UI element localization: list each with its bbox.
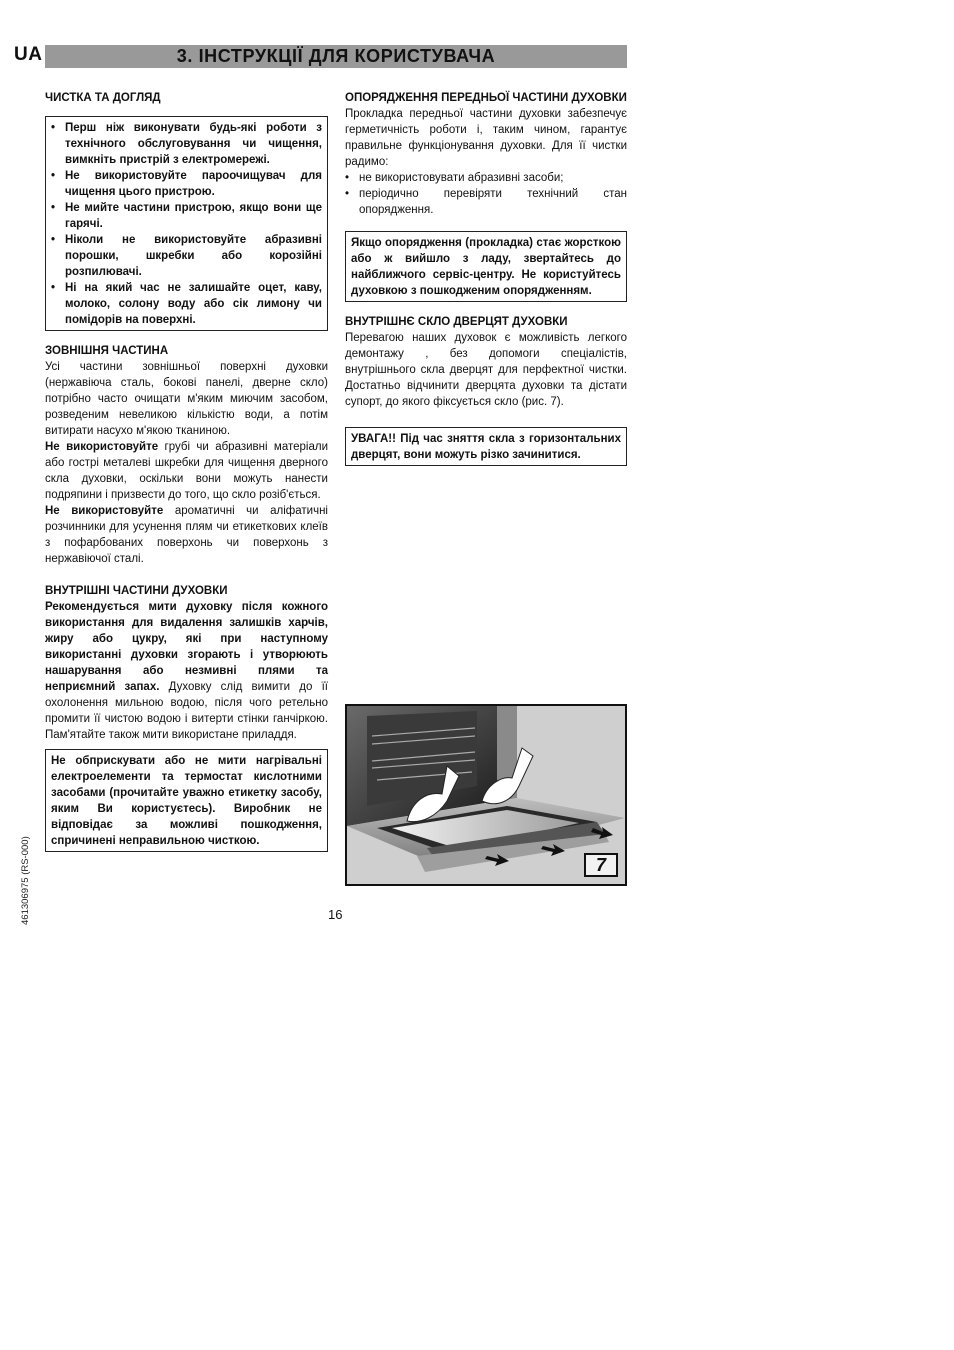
list-item: • не використовувати абразивні засоби;	[345, 170, 627, 186]
list-item: • Не використовуйте пароочищувач для чищення цього пристрою.	[51, 168, 322, 200]
emphasis-text: Рекомендується мити духовку після кожного використання для видалення залишків харчів, жиру або цукру, які при наступному використанні духовки згорають і утворюють нашарування або незмивні плями та неприємний запах.	[45, 601, 328, 693]
right-column	[345, 90, 627, 466]
list-item: • Перш ніж виконувати будь-які роботи з технічного обслуговування чи чищення, вимкніть пристрій з електромережі.	[51, 120, 322, 168]
glass-paragraph: Перевагою наших духовок є можливість легкого демонтажу , без допомоги спеціалістів, внутрішнього скла дверцят для перфектної чистки. Достатньо відчинити дверцята духовки та дістати супорт, до якого фіксується скло (рис. 7).	[345, 332, 627, 408]
seal-warning-box	[345, 231, 627, 302]
seal-intro: Прокладка передньої частини духовки забезпечує герметичність роботи і, таким чином, гарантує правильне функціонування духовки. Для її чистки радимо:	[345, 108, 627, 168]
page-number: 16	[328, 907, 343, 922]
glass-heading: ВНУТРІШНЄ СКЛО ДВЕРЦЯТ ДУХОВКИ	[345, 316, 568, 328]
list-item: • Не мийте частини пристрою, якщо вони ще гарячі.	[51, 200, 322, 232]
interior-paragraph	[45, 599, 328, 743]
interior-warning-box	[45, 749, 328, 852]
list-item: • Ніколи не використовуйте абразивні порошки, шкребки або корозійні розпилювачі.	[51, 232, 322, 280]
page-title: 3. ІНСТРУКЦІЇ ДЛЯ КОРИСТУВАЧА	[176, 46, 496, 66]
seal-warning-text: Якщо опорядження (прокладка) стає жорсткою або ж вийшло з ладу, звертайтесь до найближчого сервіс-центру. Не користуйтесь духовкою з пошкодженим опорядженням.	[351, 237, 621, 297]
care-heading: ЧИСТКА ТА ДОГЛЯД	[45, 92, 161, 104]
list-item: • періодично перевіряти технічний стан опорядження.	[345, 186, 627, 218]
exterior-paragraph-1: Усі частини зовнішньої поверхні духовки (нержавіюча сталь, бокові панелі, дверне скло) потрібно часто очищати м'яким миючим засобом, розведеним невеликою кількістю води, а потім витирати насухо м'якою тканиною.	[45, 361, 328, 437]
emphasis-text: Не використовуйте	[45, 505, 164, 517]
glass-warning-text: УВАГА!! Під час зняття скла з горизонтальних дверцят, вони можуть різко зачинитися.	[351, 433, 621, 461]
interior-heading: ВНУТРІШНІ ЧАСТИНИ ДУХОВКИ	[45, 585, 228, 597]
care-warning-box	[45, 116, 328, 331]
body-text: ароматичні чи аліфатичні розчинники для усунення плям чи етикеткових клеїв з пофарбованих поверхонь чи поверхонь з нержавіючої сталі.	[45, 505, 328, 565]
seal-heading: ОПОРЯДЖЕННЯ ПЕРЕДНЬОЇ ЧАСТИНИ ДУХОВКИ	[345, 92, 627, 104]
glass-warning-box	[345, 427, 627, 466]
exterior-paragraph-2	[45, 439, 328, 503]
document-code: 461306975 (RS-000)	[20, 836, 31, 925]
body-text: грубі чи абразивні матеріали або гострі металеві шкребки для чищення дверного скла духовки, оскільки вони можуть нанести подряпини і призвести до того, що скло розіб'ється.	[45, 441, 329, 501]
left-column	[45, 90, 328, 852]
care-list	[51, 120, 322, 328]
title-bar	[45, 45, 627, 68]
seal-list	[345, 170, 627, 218]
exterior-paragraph-3	[45, 503, 328, 567]
body-text: Духовку слід вимити до її охолонення мильною водою, після чого ретельно промити її чистою водою і витерти стінки ганчіркою. Пам'ятайте також мити використане приладдя.	[45, 681, 328, 741]
emphasis-text: Не використовуйте	[45, 441, 159, 453]
language-code: UA	[14, 44, 43, 65]
figure-number: 7	[584, 853, 618, 877]
list-item: • Ні на який час не залишайте оцет, каву, молоко, солону воду або сік лимону чи помідорів на поверхні.	[51, 280, 322, 328]
exterior-heading: ЗОВНІШНЯ ЧАСТИНА	[45, 345, 169, 357]
interior-warning-text: Не обприскувати або не мити нагрівальні електроелементи та термостат кислотними засобами (прочитайте уважно етикетку засобу, яким Ви користуєтесь). Виробник не відповідає за можливі пошкодження, спричинені неправильною чисткою.	[51, 755, 322, 847]
oven-door-figure	[345, 704, 627, 886]
